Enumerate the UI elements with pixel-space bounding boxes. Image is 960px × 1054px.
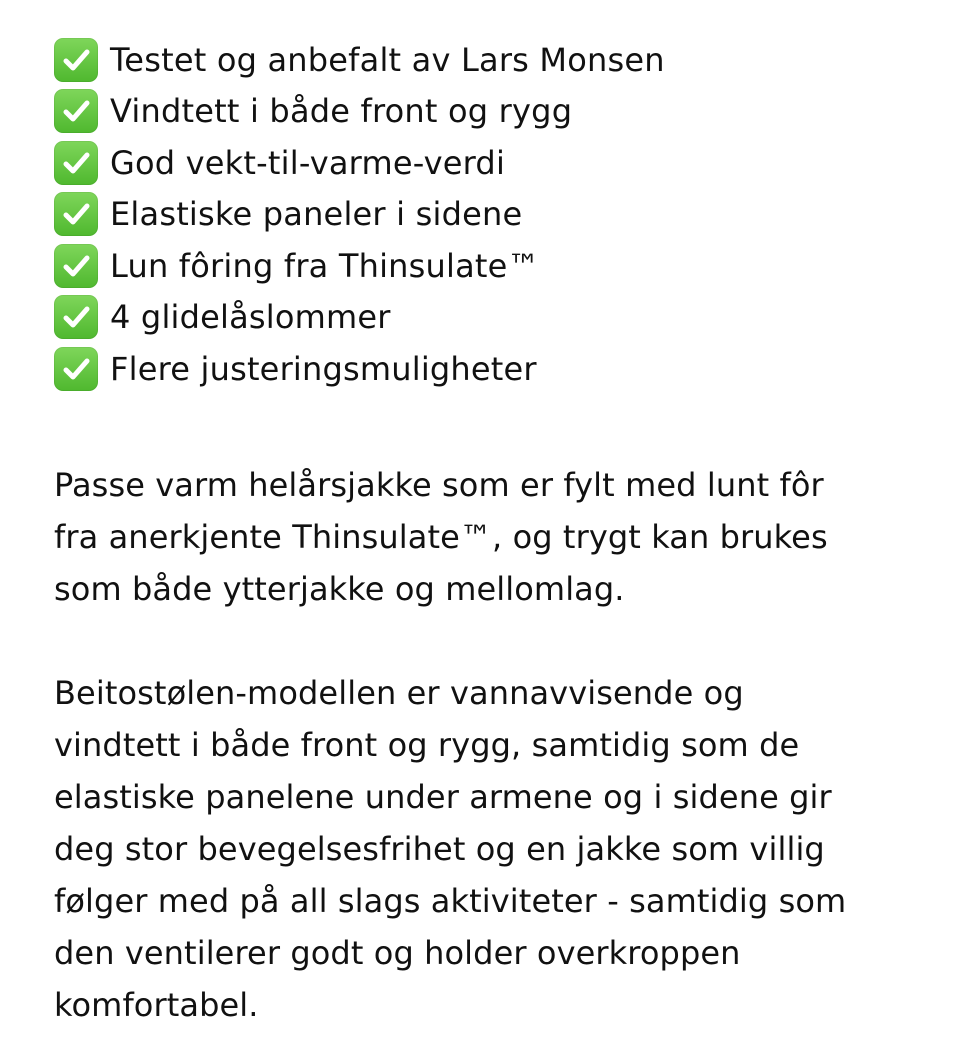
- paragraph-line: fra anerkjente Thinsulate™, og trygt kan brukes: [54, 517, 828, 556]
- check-mark-button-icon: [54, 295, 98, 339]
- intro-paragraph: [54, 459, 920, 615]
- feature-text: Flere justeringsmuligheter: [110, 349, 537, 388]
- feature-item: [54, 137, 920, 189]
- paragraph-line: elastiske panelene under armene og i sidene gir: [54, 777, 832, 816]
- check-mark-button-icon: [54, 141, 98, 185]
- paragraph-line: Passe varm helårsjakke som er fylt med lunt fôr: [54, 465, 824, 504]
- check-mark-button-icon: [54, 89, 98, 133]
- detail-paragraph: [54, 667, 920, 1031]
- feature-item: [54, 240, 920, 292]
- feature-item: [54, 292, 920, 344]
- feature-text: Elastiske paneler i sidene: [110, 195, 523, 234]
- paragraph-line: den ventilerer godt og holder overkroppen: [54, 933, 741, 972]
- check-mark-button-icon: [54, 244, 98, 288]
- feature-text: Testet og anbefalt av Lars Monsen: [110, 40, 665, 79]
- paragraph-line: komfortabel.: [54, 985, 259, 1024]
- feature-text: Lun fôring fra Thinsulate™: [110, 246, 540, 285]
- paragraph-line: som både ytterjakke og mellomlag.: [54, 569, 625, 608]
- check-mark-button-icon: [54, 38, 98, 82]
- paragraph-line: vindtett i både front og rygg, samtidig som de: [54, 725, 800, 764]
- feature-text: Vindtett i både front og rygg: [110, 92, 573, 131]
- feature-item: [54, 343, 920, 395]
- feature-list: [54, 34, 920, 395]
- feature-item: [54, 34, 920, 86]
- feature-item: [54, 189, 920, 241]
- paragraph-line: følger med på all slags aktiviteter - samtidig som: [54, 881, 847, 920]
- feature-text: God vekt-til-varme-verdi: [110, 143, 506, 182]
- check-mark-button-icon: [54, 347, 98, 391]
- paragraph-line: deg stor bevegelsesfrihet og en jakke som villig: [54, 829, 825, 868]
- paragraph-line: Beitostølen-modellen er vannavvisende og: [54, 673, 744, 712]
- check-mark-button-icon: [54, 192, 98, 236]
- feature-item: [54, 86, 920, 138]
- feature-text: 4 glidelåslommer: [110, 298, 391, 337]
